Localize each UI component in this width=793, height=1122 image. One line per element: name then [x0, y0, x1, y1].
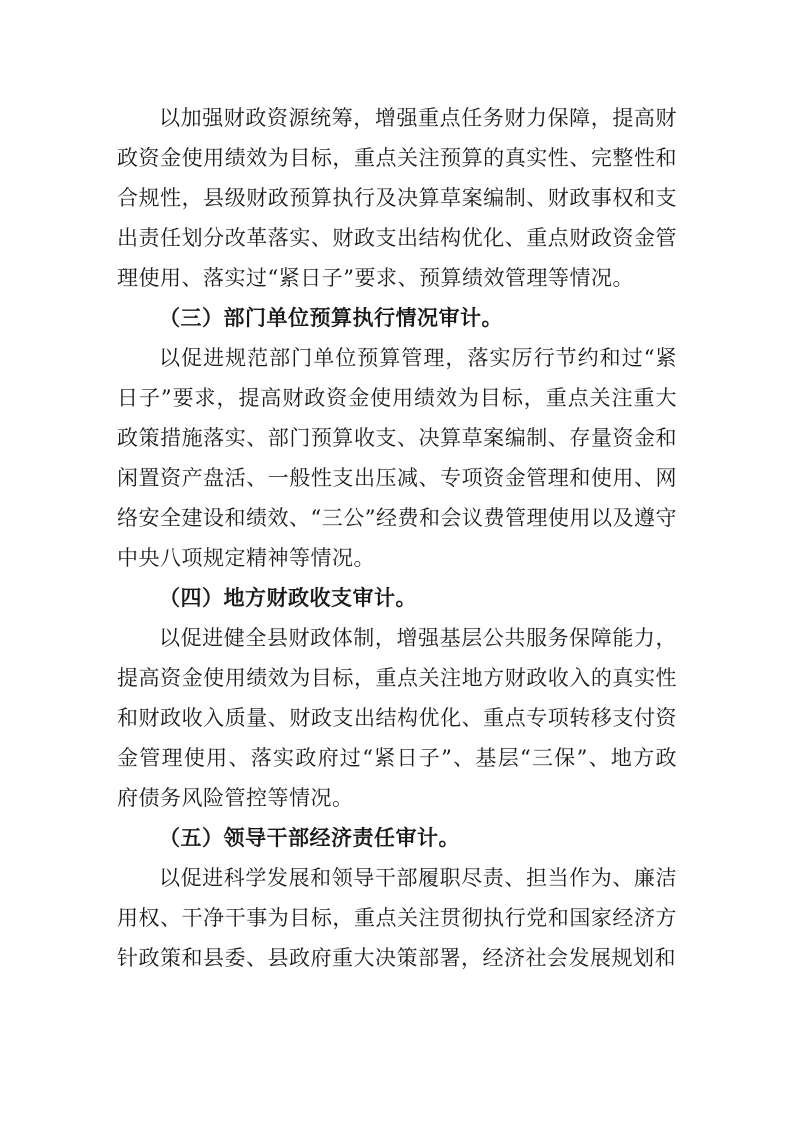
paragraph-department-budget: 以促进规范部门单位预算管理，落实厉行节约和过“紧日子”要求，提高财政资金使用绩效为目标，重点关注重大政策措施落实、部门预算收支、决算草案编制、存量资金和闲置资产盘活、一般性支出压减、专项资金管理和使用、网络安全建设和绩效、“三公”经费和会议费管理使用以及遵守中央八项规定精神等情况。 — [117, 346, 677, 570]
paragraph-local-finance: 以促进健全县财政体制，增强基层公共服务保障能力，提高资金使用绩效为目标，重点关注地方财政收入的真实性和财政收入质量、财政支出结构优化、重点专项转移支付资金管理使用、落实政府过“紧日子”、基层“三保”、地方政府债务风险管控等情况。 — [117, 626, 677, 810]
section-heading-5: （五）领导干部经济责任审计。 — [159, 826, 460, 850]
paragraph-economic-responsibility: 以促进科学发展和领导干部履职尽责、担当作为、廉洁用权、干净干事为目标，重点关注贯彻执行党和国家经济方针政策和县委、县政府重大决策部署，经济社会发展规划和 — [117, 866, 677, 970]
section-heading-3: （三）部门单位预算执行情况审计。 — [159, 306, 503, 330]
document-body — [117, 98, 677, 978]
paragraph-fiscal-budget: 以加强财政资源统筹，增强重点任务财力保障，提高财政资金使用绩效为目标，重点关注预算的真实性、完整性和合规性，县级财政预算执行及决算草案编制、财政事权和支出责任划分改革落实、财政支出结构优化、重点财政资金管理使用、落实过“紧日子”要求、预算绩效管理等情况。 — [117, 106, 677, 290]
section-heading-4: （四）地方财政收支审计。 — [159, 586, 417, 610]
